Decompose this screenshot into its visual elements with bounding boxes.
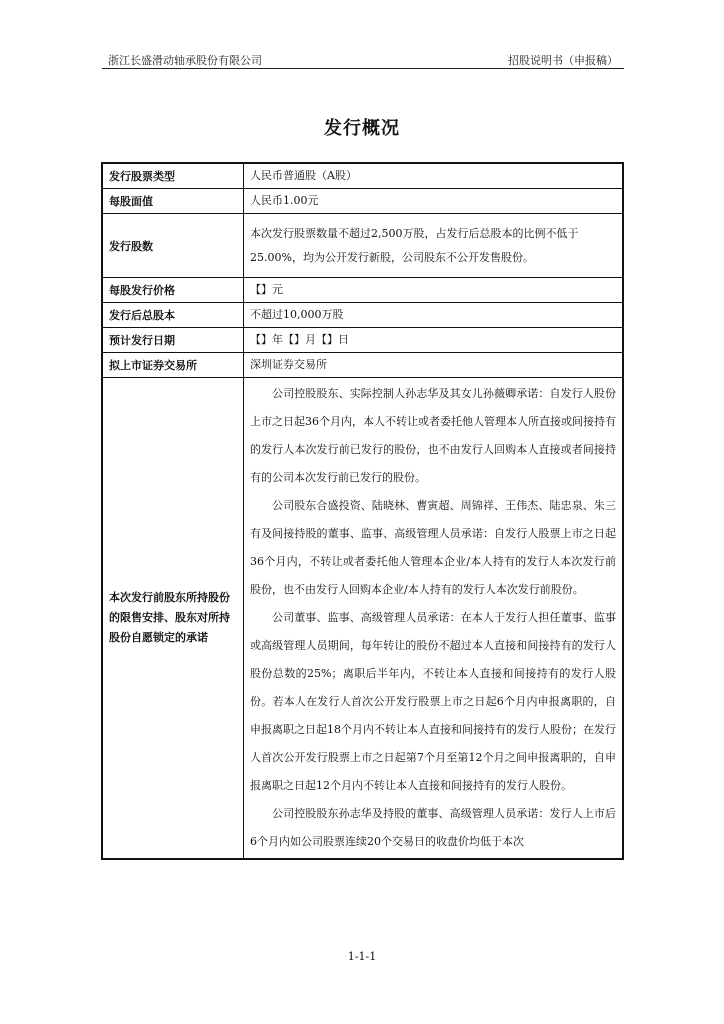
table-row-par-value bbox=[102, 189, 623, 214]
row-value: 人民币1.00元 bbox=[244, 189, 624, 214]
row-label: 本次发行前股东所持股份的限售安排、股东对所持股份自愿锁定的承诺 bbox=[102, 378, 244, 860]
row-value: 人民币普通股（A股） bbox=[244, 163, 624, 189]
header-document-type: 招股说明书（申报稿） bbox=[508, 54, 618, 67]
row-label: 预计发行日期 bbox=[102, 328, 244, 353]
header-company-name: 浙江长盛滑动轴承股份有限公司 bbox=[108, 54, 262, 67]
row-value: 【】元 bbox=[244, 278, 624, 303]
table-row-total-shares bbox=[102, 303, 623, 328]
table-row-shares bbox=[102, 214, 623, 278]
commitment-paragraph: 公司股东合盛投资、陆晓林、曹寅超、周锦祥、王伟杰、陆忠泉、朱三有及间接持股的董事、监事、高级管理人员承诺：自发行人股票上市之日起36个月内，不转让或者委托他人管理本企业/本人持有的发行人本次发行前股份，也不由发行人回购本企业/本人持有的发行人本次发行前股份。 bbox=[250, 499, 616, 596]
row-label: 拟上市证券交易所 bbox=[102, 353, 244, 378]
page-title: 发行概况 bbox=[324, 118, 400, 139]
row-label: 发行后总股本 bbox=[102, 303, 244, 328]
table-row-stock-type bbox=[102, 163, 623, 189]
lockup-commitments bbox=[244, 378, 624, 860]
commitment-paragraph: 公司控股股东、实际控制人孙志华及其女儿孙薇卿承诺：自发行人股份上市之日起36个月内，本人不转让或者委托他人管理本人所直接或间接持有的发行人本次发行前已发行的股份，也不由发行人回购本人直接或者间接持有的公司本次发行前已发行的股份。 bbox=[250, 387, 616, 484]
table-row-exchange bbox=[102, 353, 623, 378]
table-row-lockup bbox=[102, 378, 623, 860]
page-number: 1-1-1 bbox=[347, 950, 377, 963]
table-row-date bbox=[102, 328, 623, 353]
page-header bbox=[102, 50, 624, 69]
row-value: 【】年【】月【】日 bbox=[244, 328, 624, 353]
commitment-paragraph: 公司董事、监事、高级管理人员承诺：在本人于发行人担任董事、监事或高级管理人员期间，每年转让的股份不超过本人直接和间接持有的发行人股份总数的25%；离职后半年内，不转让本人直接和间接持有的发行人股份。若本人在发行人首次公开发行股票上市之日起6个月内申报离职的，自申报离职之日起18个月内不转让本人直接和间接持有的发行人股份；在发行人首次公开发行股票上市之日起第7个月至第12个月之间申报离职的，自申报离职之日起12个月内不转让本人直接和间接持有的发行人股份。 bbox=[250, 611, 616, 792]
row-label: 发行股数 bbox=[102, 214, 244, 278]
commitment-paragraph: 公司控股股东孙志华及持股的董事、高级管理人员承诺：发行人上市后6个月内如公司股票连续20个交易日的收盘价均低于本次 bbox=[250, 807, 616, 848]
table-row-price bbox=[102, 278, 623, 303]
row-label: 发行股票类型 bbox=[102, 163, 244, 189]
row-value: 不超过10,000万股 bbox=[244, 303, 624, 328]
issuance-overview-table bbox=[101, 162, 624, 860]
row-label: 每股面值 bbox=[102, 189, 244, 214]
row-label: 每股发行价格 bbox=[102, 278, 244, 303]
row-value: 本次发行股票数量不超过2,500万股，占发行后总股本的比例不低于25.00%，均为公开发行新股，公司股东不公开发售股份。 bbox=[244, 214, 624, 278]
row-value: 深圳证券交易所 bbox=[244, 353, 624, 378]
